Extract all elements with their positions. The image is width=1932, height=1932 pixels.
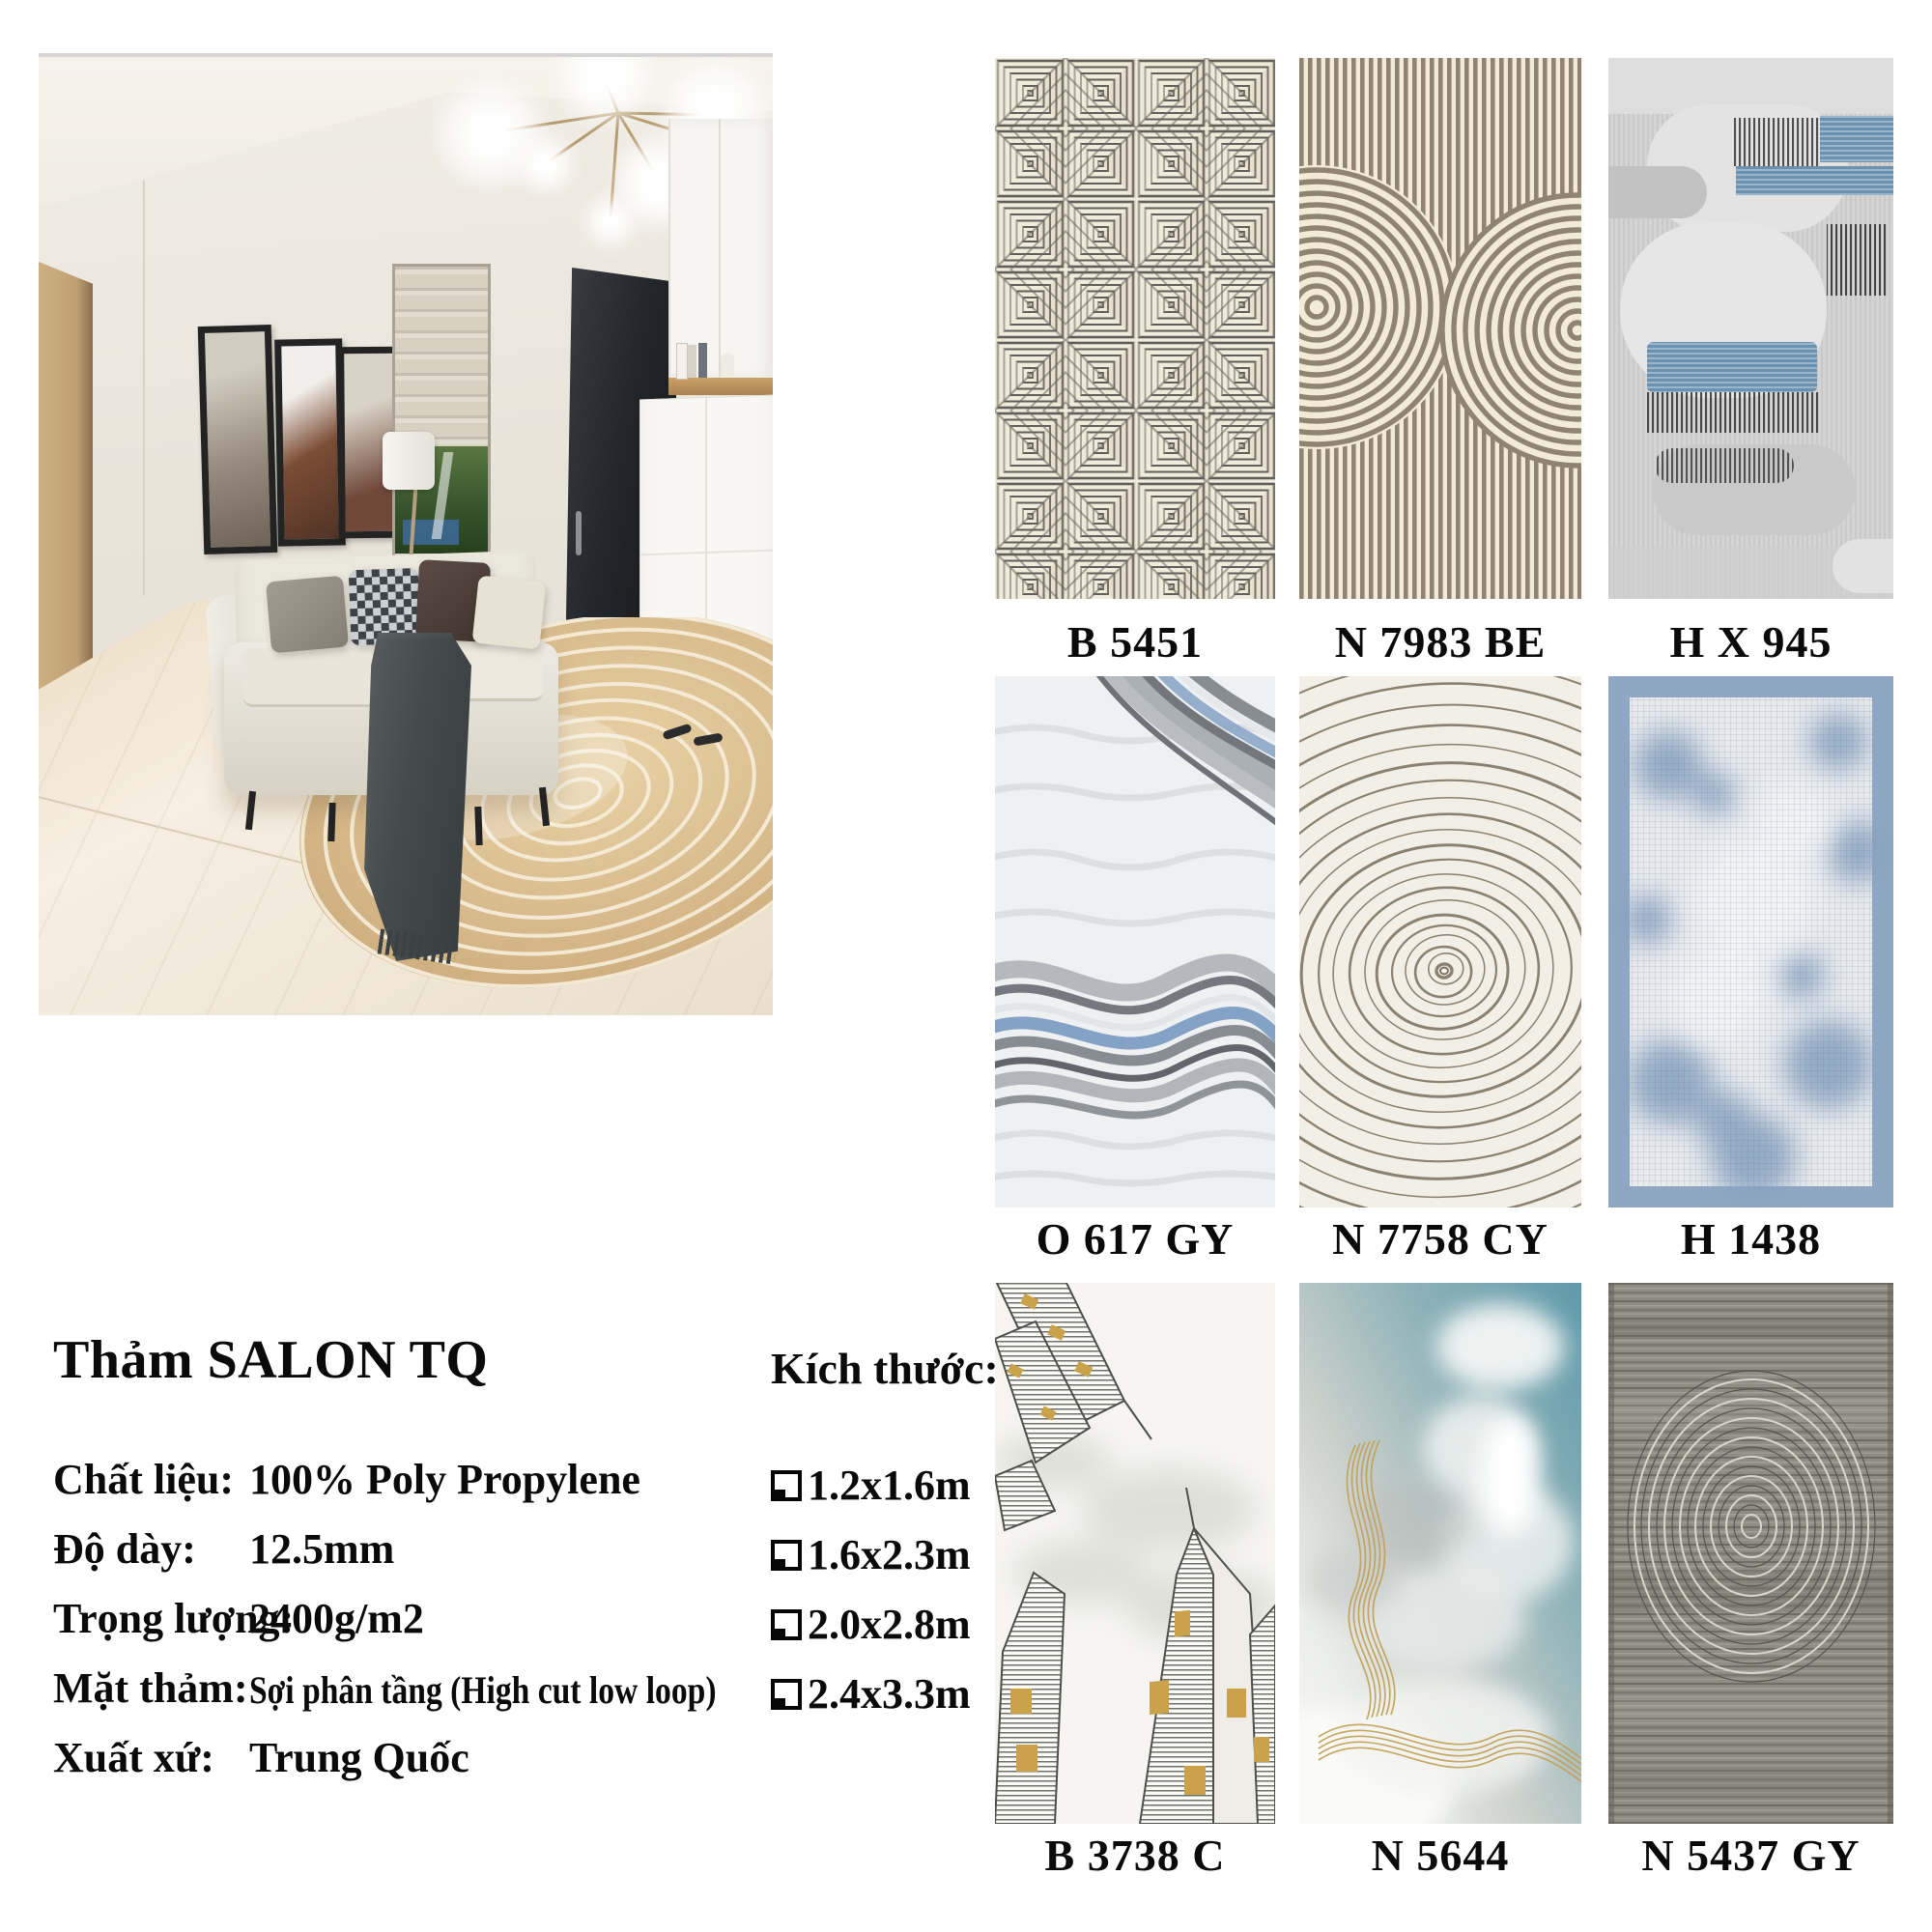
size-text: 1.2x1.6m: [808, 1462, 971, 1509]
spec-label: Trọng lượng:: [53, 1595, 295, 1642]
wall-corner: [143, 181, 145, 596]
wall-art-2: [274, 338, 346, 546]
window: [392, 264, 491, 559]
sky-gold-pattern: [1299, 1283, 1581, 1824]
size-text: 2.0x2.8m: [808, 1601, 971, 1648]
distressed-blue-pattern: [1608, 676, 1893, 1208]
spec-value: Trung Quốc: [249, 1734, 469, 1781]
size-option-4: [771, 1669, 1003, 1727]
spec-value: Sợi phân tầng (High cut low loop): [249, 1668, 717, 1712]
rug-swatch-b5451: [995, 58, 1275, 599]
roman-shade: [395, 267, 488, 446]
spec-row-material: [53, 1455, 787, 1517]
size-heading: Kích thước:: [771, 1344, 999, 1393]
agate-pattern: [995, 676, 1275, 1208]
wooden-door: [39, 262, 93, 702]
cabinet-seam: [719, 119, 721, 378]
wood-shelf: [668, 378, 773, 395]
size-option-1: [771, 1461, 1003, 1519]
size-text: 2.4x3.3m: [808, 1670, 971, 1718]
book: [698, 343, 707, 378]
door-handle: [576, 511, 582, 555]
book: [688, 345, 696, 378]
checkbox-icon: [771, 1679, 802, 1710]
floor-lamp-shade: [383, 432, 435, 490]
book: [676, 343, 688, 380]
skyscraper-pattern: [995, 1283, 1275, 1824]
swatch-code-n5437gy: N 5437 GY: [1641, 1831, 1861, 1880]
spec-value: 12.5mm: [249, 1525, 395, 1573]
abstract-pill-pattern: [1608, 58, 1893, 599]
spec-label: Mặt thảm:: [53, 1664, 248, 1712]
wall-art-1: [198, 325, 278, 554]
sofa-leg: [474, 807, 482, 845]
swatch-code-hx945: H X 945: [1669, 617, 1833, 667]
wall-cabinet: [668, 119, 773, 378]
pillow-gray: [266, 576, 349, 654]
vase: [721, 353, 734, 378]
spec-value: 100% Poly Propylene: [249, 1456, 640, 1503]
spec-label: Xuất xứ:: [53, 1734, 214, 1781]
checkbox-icon: [771, 1609, 802, 1640]
spec-label: Chất liệu:: [53, 1456, 234, 1503]
rug-swatch-hx945: [1608, 58, 1893, 599]
checkbox-icon: [771, 1540, 802, 1571]
swatch-code-h1438: H 1438: [1680, 1214, 1822, 1264]
geometric-pattern: [995, 58, 1275, 599]
rug-swatch-n7983be: [1299, 58, 1581, 599]
size-text: 1.6x2.3m: [808, 1531, 971, 1578]
swatch-code-b3738c: B 3738 C: [1044, 1831, 1226, 1880]
swatch-code-n5644: N 5644: [1371, 1831, 1510, 1880]
sofa-leg: [327, 803, 335, 841]
spec-row-surface: [53, 1663, 787, 1725]
spec-row-thickness: [53, 1524, 787, 1586]
stripe-arc-pattern: [1299, 58, 1581, 599]
living-room-photo: [39, 53, 773, 1015]
spec-label: Độ dày:: [53, 1525, 196, 1573]
tree-ring-pattern: [1299, 676, 1581, 1208]
swatch-code-b5451: B 5451: [1066, 617, 1204, 667]
spec-row-origin: [53, 1733, 787, 1795]
swatch-code-o617gy: O 617 GY: [1036, 1214, 1235, 1264]
swatch-code-n7983be: N 7983 BE: [1334, 617, 1547, 667]
sofa-seat-cushion: [243, 648, 390, 707]
size-option-3: [771, 1600, 1003, 1658]
rug-swatch-o617gy: [995, 676, 1275, 1208]
rug-swatch-n7758cy: [1299, 676, 1581, 1208]
size-option-2: [771, 1530, 1003, 1588]
oval-ring-pattern: [1608, 1283, 1893, 1824]
product-title: Thảm SALON TQ: [53, 1330, 489, 1390]
swatch-code-n7758cy: N 7758 CY: [1332, 1214, 1548, 1264]
rug-swatch-h1438: [1608, 676, 1893, 1208]
pillow-beige: [472, 576, 547, 650]
rug-swatch-n5644: [1299, 1283, 1581, 1824]
spec-row-weight: [53, 1594, 787, 1656]
rug-swatch-n5437gy: [1608, 1283, 1893, 1824]
spec-value: 2400g/m2: [249, 1595, 424, 1642]
rug-swatch-b3738c: [995, 1283, 1275, 1824]
checkbox-icon: [771, 1470, 802, 1501]
